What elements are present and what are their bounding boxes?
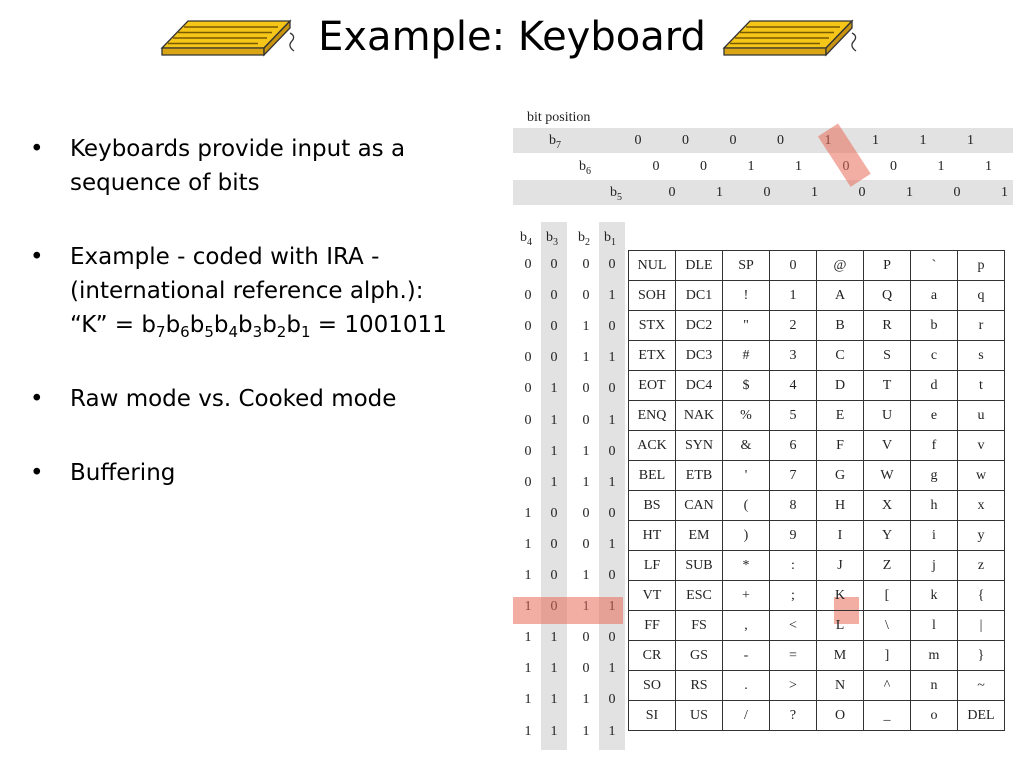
table-cell: ACK bbox=[629, 431, 676, 461]
bullet-item bbox=[30, 240, 500, 342]
table-cell: C bbox=[817, 341, 864, 371]
bit-cell: 0 bbox=[550, 568, 558, 583]
bit-cell: 0 bbox=[550, 288, 558, 304]
table-cell: L bbox=[817, 611, 864, 641]
bit-column-header: $b_1$ bbox=[604, 230, 616, 248]
bit-value: 0 bbox=[777, 133, 784, 148]
table-cell: F bbox=[817, 431, 864, 461]
table-row bbox=[629, 671, 1005, 701]
bullet-text: Keyboards provide input as a sequence of bits bbox=[70, 136, 406, 196]
bit-cell: 0 bbox=[524, 412, 532, 428]
table-cell: w bbox=[958, 461, 1005, 491]
table-cell: ' bbox=[723, 461, 770, 491]
table-row bbox=[629, 551, 1005, 581]
bit-cell: 0 bbox=[582, 661, 590, 677]
bit-cell: 1 bbox=[550, 692, 558, 708]
bit-cell: 1 bbox=[608, 412, 616, 428]
table-cell: : bbox=[770, 551, 817, 581]
table-row bbox=[629, 701, 1005, 731]
table-cell: SOH bbox=[629, 281, 676, 311]
table-cell: ` bbox=[911, 251, 958, 281]
bit-cell: 0 bbox=[524, 288, 532, 304]
bit-cell: 1 bbox=[550, 412, 558, 428]
bit-cell: 1 bbox=[550, 381, 558, 397]
bit-cell: 1 bbox=[608, 536, 616, 552]
bit-value: 0 bbox=[953, 185, 961, 200]
table-cell: M bbox=[817, 641, 864, 671]
bit-cell: 0 bbox=[550, 505, 558, 521]
table-cell: U bbox=[864, 401, 911, 431]
table-cell: Q bbox=[864, 281, 911, 311]
table-row bbox=[629, 431, 1005, 461]
table-cell: FS bbox=[676, 611, 723, 641]
table-cell: W bbox=[864, 461, 911, 491]
table-cell: SI bbox=[629, 701, 676, 731]
bit-cell: 1 bbox=[582, 443, 590, 459]
bit-value: 0 bbox=[668, 185, 676, 200]
table-cell: 2 bbox=[770, 311, 817, 341]
table-cell: US bbox=[676, 701, 723, 731]
bullet-dot: • bbox=[30, 460, 44, 486]
bit-cell: 1 bbox=[524, 723, 532, 739]
table-cell: EOT bbox=[629, 371, 676, 401]
bit-cell: 0 bbox=[608, 505, 616, 521]
table-cell: DC2 bbox=[676, 311, 723, 341]
bullet-text: Buffering bbox=[70, 460, 176, 486]
table-cell: DC1 bbox=[676, 281, 723, 311]
table-cell: s bbox=[958, 341, 1005, 371]
table-cell: / bbox=[723, 701, 770, 731]
bit-cell: 1 bbox=[550, 661, 558, 677]
table-cell: RS bbox=[676, 671, 723, 701]
table-cell: ^ bbox=[864, 671, 911, 701]
bullet-item bbox=[30, 382, 500, 416]
bit-cell: 0 bbox=[550, 257, 558, 272]
table-row bbox=[629, 611, 1005, 641]
table-cell: m bbox=[911, 641, 958, 671]
bit-cell: 0 bbox=[524, 257, 532, 272]
bit-value: 0 bbox=[763, 185, 771, 200]
bit-cell: 0 bbox=[582, 288, 590, 304]
table-cell: f bbox=[911, 431, 958, 461]
page-title: Example: Keyboard bbox=[318, 14, 706, 60]
table-cell: D bbox=[817, 371, 864, 401]
table-cell: k bbox=[911, 581, 958, 611]
table-cell: q bbox=[958, 281, 1005, 311]
table-cell: HT bbox=[629, 521, 676, 551]
table-cell: u bbox=[958, 401, 1005, 431]
bit-value: 1 bbox=[985, 159, 992, 174]
bit-value: 0 bbox=[858, 185, 866, 200]
bit-cell: 1 bbox=[550, 630, 558, 646]
table-cell: R bbox=[864, 311, 911, 341]
bit-cell: 1 bbox=[582, 474, 590, 490]
table-cell: % bbox=[723, 401, 770, 431]
table-cell: [ bbox=[864, 581, 911, 611]
bit-cell: 1 bbox=[582, 568, 590, 583]
table-cell: p bbox=[958, 251, 1005, 281]
code-grid bbox=[628, 250, 1005, 731]
bit-cell: 1 bbox=[582, 319, 590, 335]
bit-cell: 0 bbox=[550, 319, 558, 335]
table-cell: NAK bbox=[676, 401, 723, 431]
bit-cell: 1 bbox=[524, 536, 532, 552]
table-cell: = bbox=[770, 641, 817, 671]
table-cell: < bbox=[770, 611, 817, 641]
table-cell: ? bbox=[770, 701, 817, 731]
bit-cell: 0 bbox=[608, 443, 616, 459]
table-cell: n bbox=[911, 671, 958, 701]
bit-cell: 1 bbox=[550, 474, 558, 490]
table-row bbox=[629, 311, 1005, 341]
table-row bbox=[629, 641, 1005, 671]
bit-value: 0 bbox=[700, 159, 707, 174]
bit-value: 1 bbox=[747, 159, 755, 174]
table-cell: ETB bbox=[676, 461, 723, 491]
table-cell: l bbox=[911, 611, 958, 641]
table-cell: N bbox=[817, 671, 864, 701]
table-cell: CAN bbox=[676, 491, 723, 521]
bullet-dot: • bbox=[30, 386, 44, 412]
table-cell: ESC bbox=[676, 581, 723, 611]
table-cell: 4 bbox=[770, 371, 817, 401]
table-cell: ) bbox=[723, 521, 770, 551]
bit-cell: 1 bbox=[608, 661, 616, 677]
table-row bbox=[629, 371, 1005, 401]
bit-cell: 0 bbox=[608, 692, 616, 708]
table-cell: STX bbox=[629, 311, 676, 341]
table-cell: _ bbox=[864, 701, 911, 731]
table-cell: v bbox=[958, 431, 1005, 461]
table-cell: K bbox=[817, 581, 864, 611]
bit-cell: 0 bbox=[608, 257, 616, 272]
bit-value: 0 bbox=[634, 133, 642, 148]
bit-cell: 1 bbox=[524, 505, 532, 521]
table-cell: z bbox=[958, 551, 1005, 581]
bit-cell: 0 bbox=[582, 257, 590, 272]
bit-value: 0 bbox=[729, 133, 737, 148]
table-cell: e bbox=[911, 401, 958, 431]
table-cell: SYN bbox=[676, 431, 723, 461]
bit-value: 1 bbox=[906, 185, 913, 200]
table-cell: d bbox=[911, 371, 958, 401]
table-cell: ] bbox=[864, 641, 911, 671]
table-cell: P bbox=[864, 251, 911, 281]
table-cell: B bbox=[817, 311, 864, 341]
bit-cell: 0 bbox=[524, 474, 532, 490]
bit-value: 0 bbox=[652, 159, 660, 174]
table-cell: & bbox=[723, 431, 770, 461]
table-cell: X bbox=[864, 491, 911, 521]
bit-cell: 1 bbox=[524, 661, 532, 677]
table-cell: c bbox=[911, 341, 958, 371]
bit-column-header: $b_2$ bbox=[578, 230, 590, 248]
table-cell: . bbox=[723, 671, 770, 701]
table-cell: \ bbox=[864, 611, 911, 641]
table-cell: I bbox=[817, 521, 864, 551]
table-cell: Y bbox=[864, 521, 911, 551]
table-cell: BEL bbox=[629, 461, 676, 491]
bullet-text: (international reference alph.): bbox=[70, 278, 424, 304]
table-cell: O bbox=[817, 701, 864, 731]
bit-cell: 0 bbox=[582, 412, 590, 428]
table-cell: r bbox=[958, 311, 1005, 341]
table-cell: CR bbox=[629, 641, 676, 671]
table-cell: } bbox=[958, 641, 1005, 671]
table-cell: H bbox=[817, 491, 864, 521]
table-cell: BS bbox=[629, 491, 676, 521]
bit-cell: 0 bbox=[582, 381, 590, 397]
bullet-text: Example - coded with IRA - bbox=[70, 244, 380, 270]
table-cell: ! bbox=[723, 281, 770, 311]
bit-value: 1 bbox=[716, 185, 723, 200]
table-cell: Z bbox=[864, 551, 911, 581]
bit-cell: 0 bbox=[608, 381, 616, 397]
table-cell: 6 bbox=[770, 431, 817, 461]
table-row bbox=[629, 251, 1005, 281]
table-row bbox=[629, 581, 1005, 611]
bit-value: 1 bbox=[795, 159, 802, 174]
table-cell: NUL bbox=[629, 251, 676, 281]
bit-cell: 0 bbox=[550, 350, 558, 366]
bit-cell: 0 bbox=[524, 319, 532, 335]
bit-cell: 0 bbox=[608, 319, 616, 335]
table-row bbox=[629, 491, 1005, 521]
bit-value: 1 bbox=[937, 159, 945, 174]
table-cell: A bbox=[817, 281, 864, 311]
bit-cell: 1 bbox=[582, 692, 590, 708]
bit-cell: 0 bbox=[608, 630, 616, 646]
table-cell: 0 bbox=[770, 251, 817, 281]
bit-cell: 1 bbox=[608, 288, 616, 304]
table-cell: 7 bbox=[770, 461, 817, 491]
table-cell: GS bbox=[676, 641, 723, 671]
bit-value: 1 bbox=[919, 133, 927, 148]
table-cell: - bbox=[723, 641, 770, 671]
table-cell: > bbox=[770, 671, 817, 701]
table-cell: FF bbox=[629, 611, 676, 641]
bit-cell: 0 bbox=[524, 350, 532, 366]
table-cell: j bbox=[911, 551, 958, 581]
table-cell: * bbox=[723, 551, 770, 581]
table-cell: a bbox=[911, 281, 958, 311]
bit-column-header: $b_3$ bbox=[546, 230, 558, 248]
table-cell: ( bbox=[723, 491, 770, 521]
bit-position-label: bit position bbox=[527, 110, 591, 125]
highlight-row-k bbox=[513, 597, 623, 624]
table-cell: ETX bbox=[629, 341, 676, 371]
table-cell: + bbox=[723, 581, 770, 611]
table-cell: 5 bbox=[770, 401, 817, 431]
table-cell: ; bbox=[770, 581, 817, 611]
table-cell: g bbox=[911, 461, 958, 491]
table-cell: , bbox=[723, 611, 770, 641]
table-cell: x bbox=[958, 491, 1005, 521]
table-cell: DEL bbox=[958, 701, 1005, 731]
bit-cell: 0 bbox=[550, 536, 558, 552]
table-row bbox=[629, 401, 1005, 431]
bit-cell: 1 bbox=[582, 350, 590, 366]
table-cell: DC4 bbox=[676, 371, 723, 401]
table-cell: " bbox=[723, 311, 770, 341]
table-row bbox=[629, 341, 1005, 371]
bit-cell: 0 bbox=[582, 505, 590, 521]
table-cell: y bbox=[958, 521, 1005, 551]
table-cell: h bbox=[911, 491, 958, 521]
table-cell: | bbox=[958, 611, 1005, 641]
bullet-item bbox=[30, 456, 500, 490]
bit-cell: 1 bbox=[608, 474, 616, 490]
bullet-text: Raw mode vs. Cooked mode bbox=[70, 386, 397, 412]
header-band bbox=[513, 128, 1013, 153]
bit-cell: 0 bbox=[608, 568, 616, 583]
bit-cell: 0 bbox=[582, 630, 590, 646]
bit-cell: 0 bbox=[524, 381, 532, 397]
table-cell: { bbox=[958, 581, 1005, 611]
bit-value: 0 bbox=[682, 133, 689, 148]
table-cell: E bbox=[817, 401, 864, 431]
table-cell: ENQ bbox=[629, 401, 676, 431]
bit-cell: 0 bbox=[524, 443, 532, 459]
bullet-list bbox=[30, 132, 500, 530]
table-cell: SO bbox=[629, 671, 676, 701]
table-cell: DLE bbox=[676, 251, 723, 281]
bit-cell: 1 bbox=[608, 350, 616, 366]
bit-cell: 1 bbox=[524, 630, 532, 646]
table-cell: SUB bbox=[676, 551, 723, 581]
bullet-item bbox=[30, 132, 500, 200]
table-cell: o bbox=[911, 701, 958, 731]
table-cell: b bbox=[911, 311, 958, 341]
table-cell: EM bbox=[676, 521, 723, 551]
table-cell: LF bbox=[629, 551, 676, 581]
table-cell: 8 bbox=[770, 491, 817, 521]
bit-value: 1 bbox=[872, 133, 879, 148]
bit-cell: 1 bbox=[524, 692, 532, 708]
bit-value: 1 bbox=[811, 185, 818, 200]
table-row bbox=[629, 461, 1005, 491]
bit-cell: 1 bbox=[550, 723, 558, 739]
table-cell: V bbox=[864, 431, 911, 461]
bit-cell: 1 bbox=[582, 723, 590, 739]
bit-header-label: $b_7$ bbox=[549, 133, 561, 151]
table-cell: 3 bbox=[770, 341, 817, 371]
bit-cell: 0 bbox=[582, 536, 590, 552]
table-cell: J bbox=[817, 551, 864, 581]
table-cell: 9 bbox=[770, 521, 817, 551]
table-cell: $ bbox=[723, 371, 770, 401]
table-cell: @ bbox=[817, 251, 864, 281]
formula: “K” = $b_7b_6b_5b_4b_3b_2b_1 = 1001011$ bbox=[70, 312, 447, 341]
bit-cell: 1 bbox=[524, 568, 532, 583]
table-cell: i bbox=[911, 521, 958, 551]
bullet-dot: • bbox=[30, 244, 44, 270]
table-cell: DC3 bbox=[676, 341, 723, 371]
table-row bbox=[629, 521, 1005, 551]
bit-cell: 1 bbox=[608, 723, 616, 739]
bit-value: 1 bbox=[967, 133, 974, 148]
bullet-dot: • bbox=[30, 136, 44, 162]
table-row bbox=[629, 281, 1005, 311]
table-cell: t bbox=[958, 371, 1005, 401]
table-cell: T bbox=[864, 371, 911, 401]
bit-column-header: $b_4$ bbox=[520, 230, 532, 248]
bit-cell: 1 bbox=[550, 443, 558, 459]
table-cell: ~ bbox=[958, 671, 1005, 701]
table-cell: 1 bbox=[770, 281, 817, 311]
table-cell: SP bbox=[723, 251, 770, 281]
bit-value: 1 bbox=[1001, 185, 1008, 200]
bit-value: 0 bbox=[890, 159, 897, 174]
table-cell: S bbox=[864, 341, 911, 371]
bit-header-label: $b_6$ bbox=[579, 159, 591, 177]
table-cell: G bbox=[817, 461, 864, 491]
bit-header-label: $b_5$ bbox=[610, 185, 622, 203]
table-cell: VT bbox=[629, 581, 676, 611]
table-cell: # bbox=[723, 341, 770, 371]
